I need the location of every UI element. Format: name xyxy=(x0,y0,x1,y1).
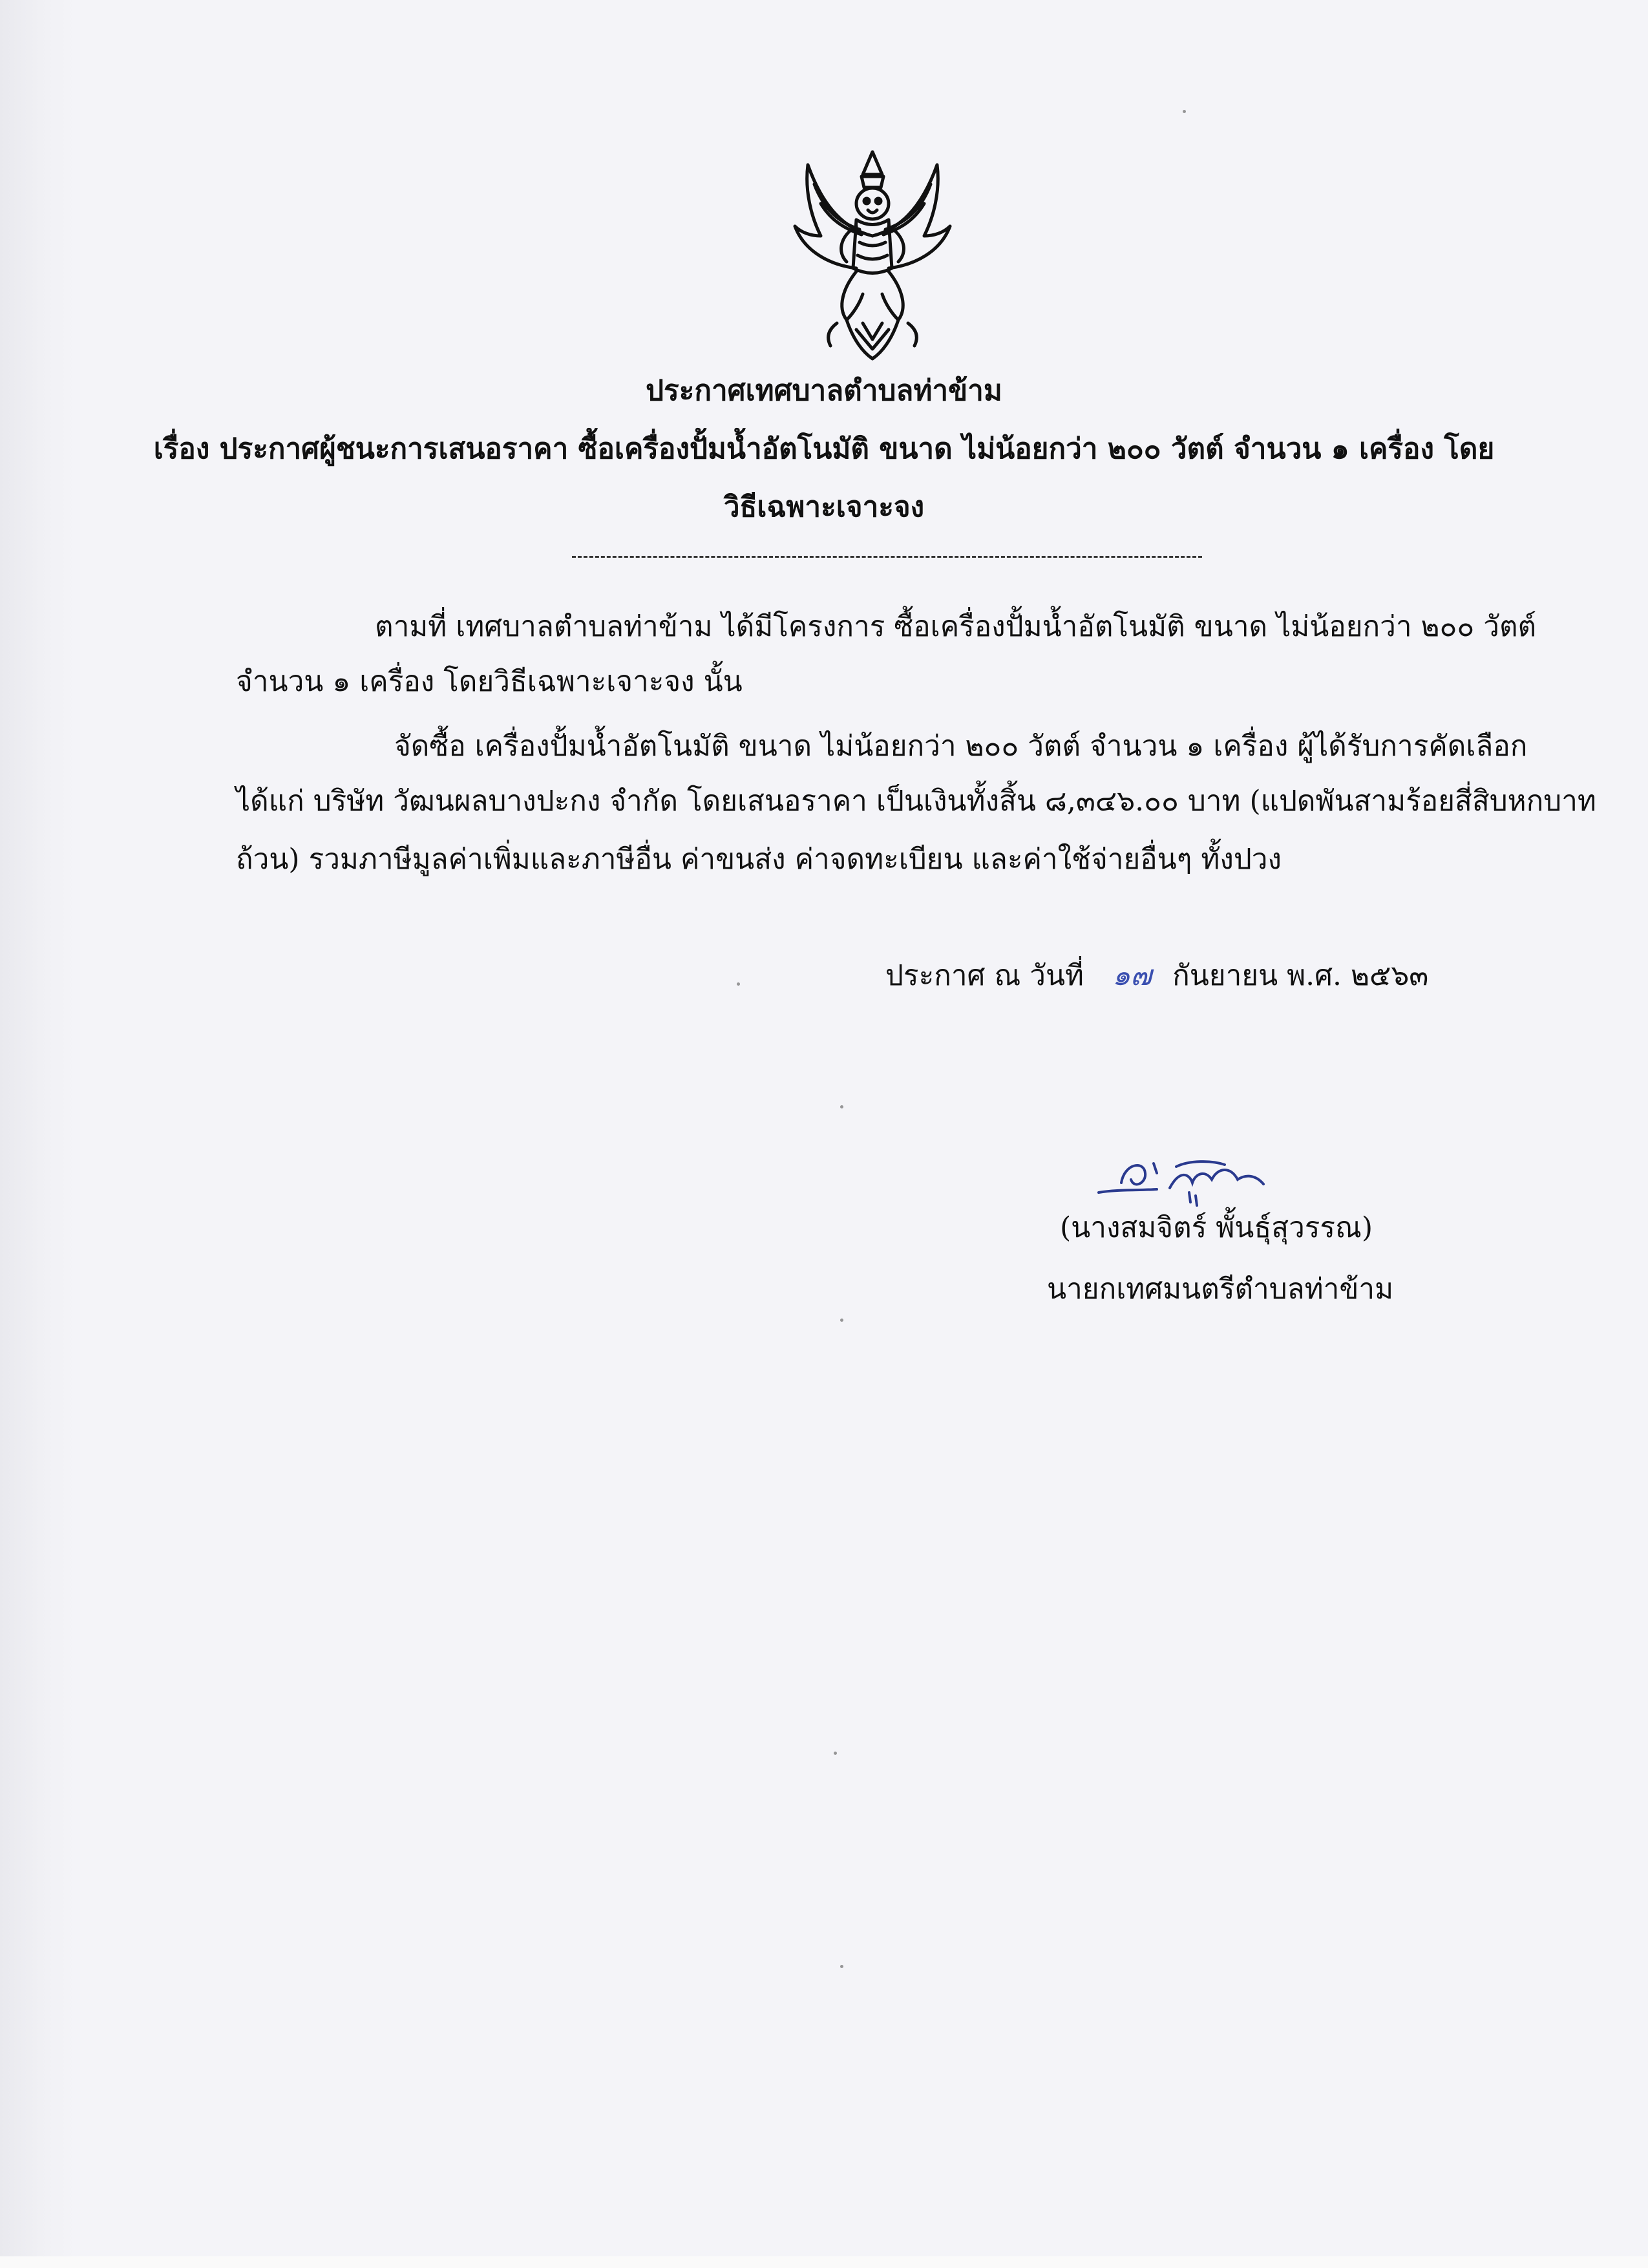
scan-speck xyxy=(840,1965,843,1968)
scan-bottom-edge xyxy=(0,2256,1648,2268)
scan-speck xyxy=(737,982,740,986)
scan-edge-shadow xyxy=(0,0,78,2268)
scan-speck xyxy=(840,1105,843,1108)
date-prefix: ประกาศ ณ วันที่ xyxy=(885,959,1084,992)
announcement-org-title: ประกาศเทศบาลตำบลท่าข้าม xyxy=(646,374,1002,407)
paragraph-1-line-1: ตามที่ เทศบาลตำบลท่าข้าม ได้มีโครงการ ซื้อเครื่องปั้มน้ำอัตโนมัติ ขนาด ไม่น้อยกว่า ๒๐๐ วัตต์ xyxy=(375,610,1537,643)
signatory-name: (นางสมจิตร์ พั้นธุ์สุวรรณ) xyxy=(1060,1211,1373,1244)
announcement-date xyxy=(885,957,1428,995)
announcement-subject-line-1: เรื่อง ประกาศผู้ชนะการเสนอราคา ซื้อเครื่องปั้มน้ำอัตโนมัติ ขนาด ไม่น้อยกว่า ๒๐๐ วัตต์ จำนวน ๑ เครื่อง โดย xyxy=(153,432,1495,465)
garuda-emblem-icon xyxy=(785,139,960,362)
signatory-position: นายกเทศมนตรีตำบลท่าข้าม xyxy=(1047,1273,1394,1306)
paragraph-2-line-2: ได้แก่ บริษัท วัฒนผลบางปะกง จำกัด โดยเสนอราคา เป็นเงินทั้งสิ้น ๘,๓๔๖.๐๐ บาท (แปดพันสามร้อยสี่สิบหกบาท xyxy=(236,785,1596,818)
date-day-handwritten: ๑๗ xyxy=(1112,959,1152,992)
paragraph-2-line-3: ถ้วน) รวมภาษีมูลค่าเพิ่มและภาษีอื่น ค่าขนส่ง ค่าจดทะเบียน และค่าใช้จ่ายอื่นๆ ทั้งปวง xyxy=(236,843,1282,876)
scan-speck xyxy=(1183,110,1186,113)
announcement-subject-line-2: วิธีเฉพาะเจาะจง xyxy=(723,491,925,524)
handwritten-signature-icon xyxy=(1092,1144,1312,1215)
header-divider xyxy=(572,556,1202,558)
scan-speck xyxy=(834,1752,837,1755)
paragraph-2-line-1: จัดซื้อ เครื่องปั้มน้ำอัตโนมัติ ขนาด ไม่น้อยกว่า ๒๐๐ วัตต์ จำนวน ๑ เครื่อง ผู้ได้รับการคัดเลือก xyxy=(394,730,1528,763)
scan-speck xyxy=(840,1319,843,1322)
date-month-year: กันยายน พ.ศ. ๒๕๖๓ xyxy=(1172,959,1429,992)
paragraph-1-line-2: จำนวน ๑ เครื่อง โดยวิธีเฉพาะเจาะจง นั้น xyxy=(236,665,743,698)
